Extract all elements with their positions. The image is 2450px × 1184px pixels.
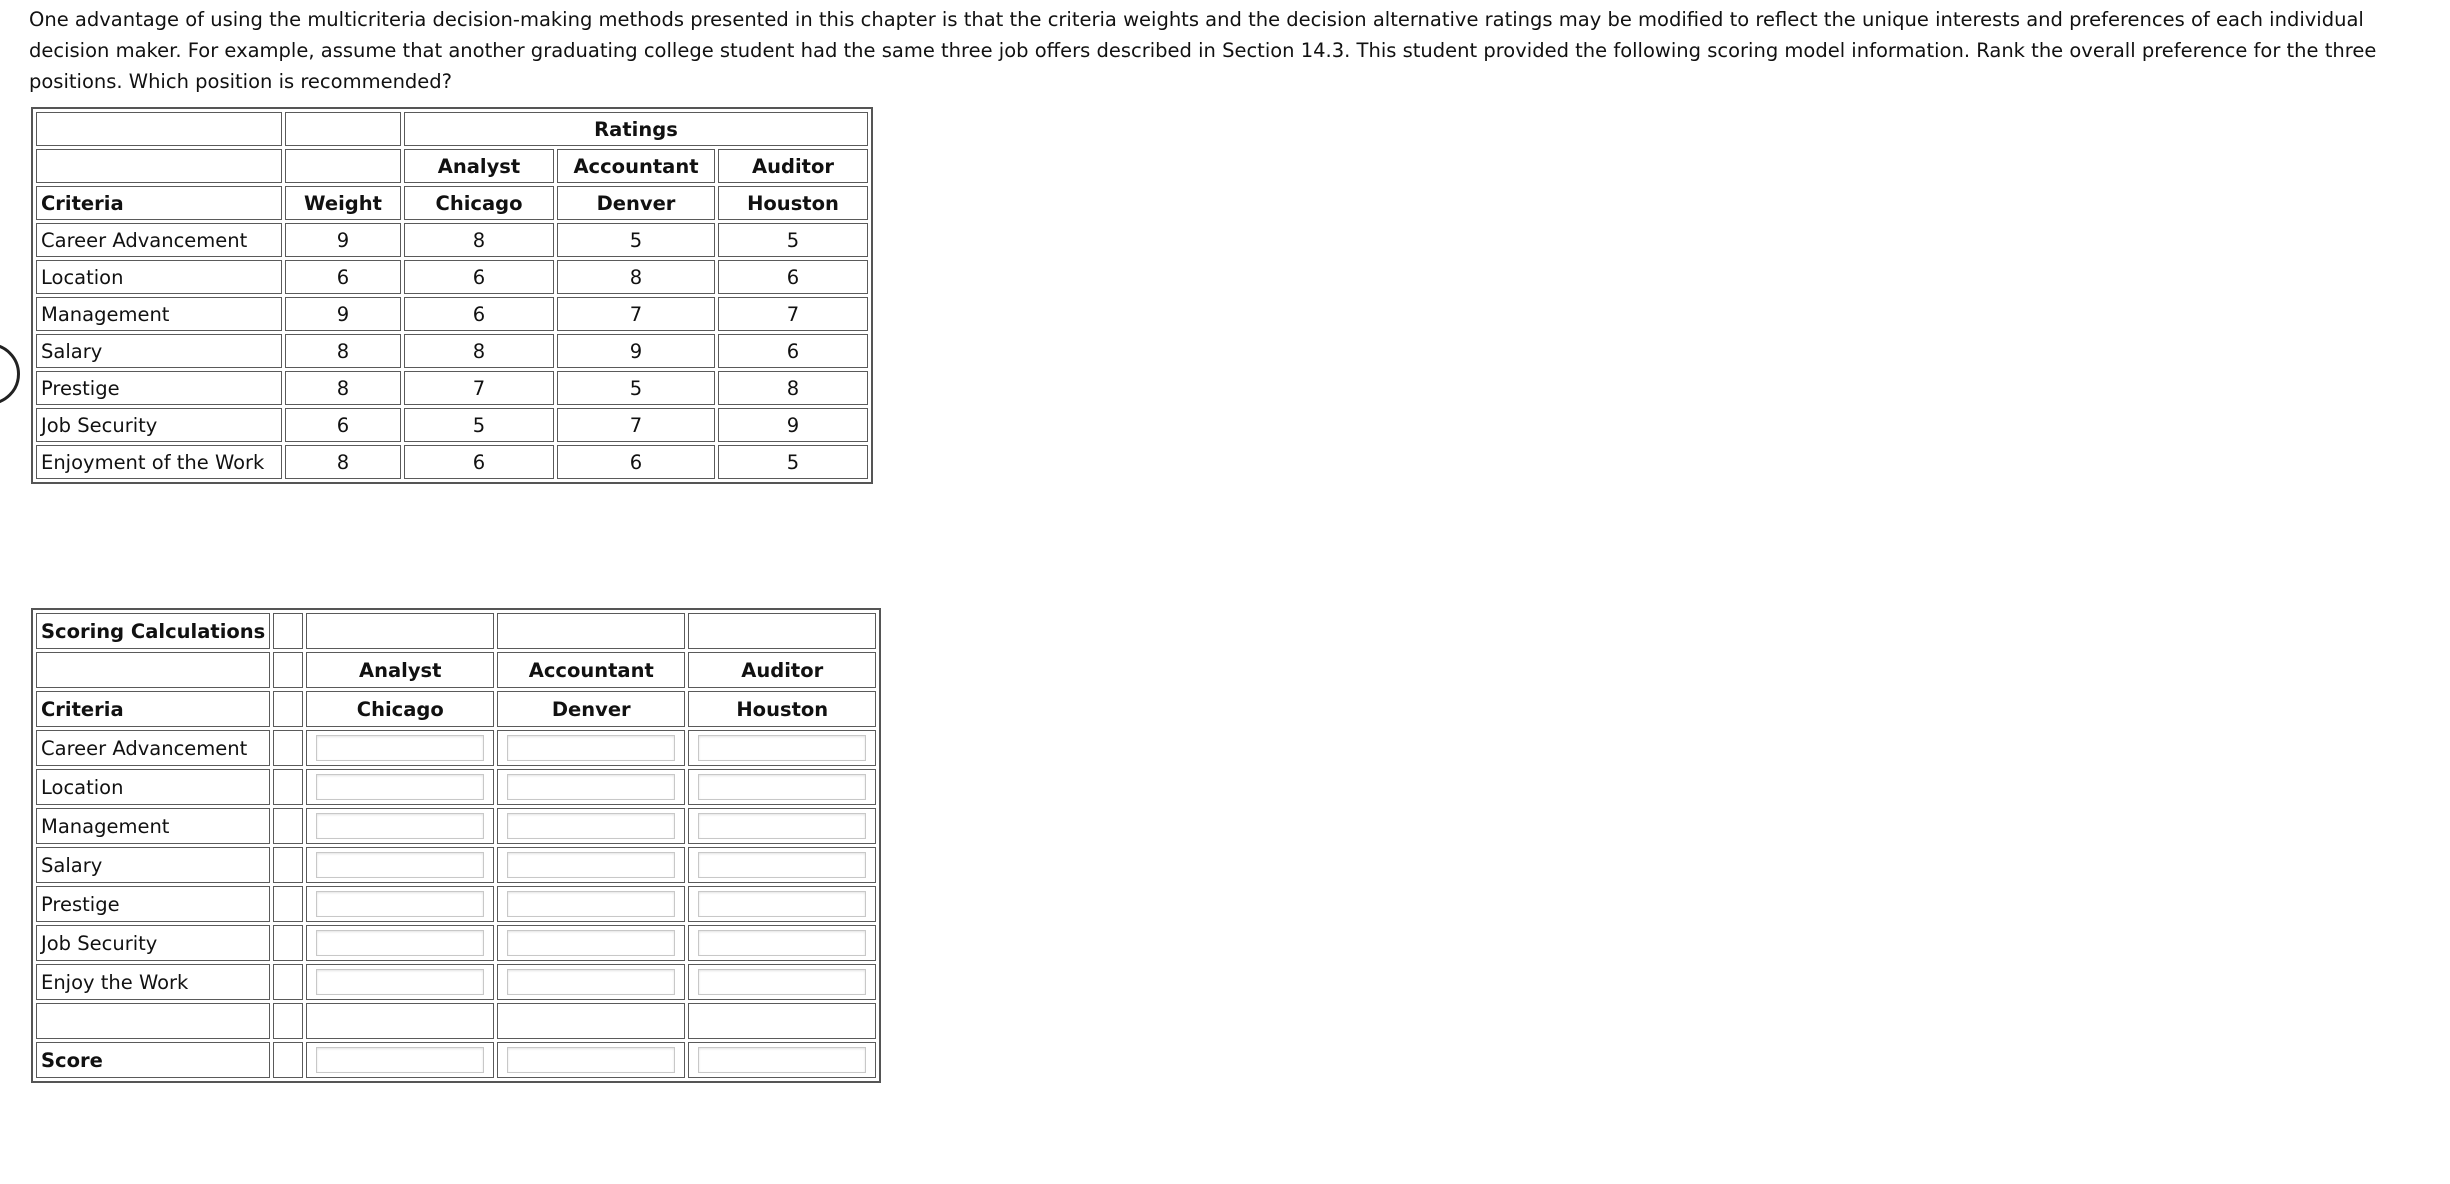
position-header-auditor: Auditor [718, 149, 868, 183]
answer-cell [497, 925, 685, 961]
empty-cell [497, 613, 685, 649]
weight-value: 9 [285, 297, 401, 331]
empty-cell [497, 1003, 685, 1039]
rating-value: 7 [557, 297, 715, 331]
empty-cell [273, 886, 303, 922]
weight-value: 6 [285, 408, 401, 442]
criterion-label: Salary [36, 334, 282, 368]
scoring-calculations-table [31, 608, 881, 1083]
empty-cell [273, 964, 303, 1000]
empty-cell [306, 1003, 494, 1039]
spacer-row [36, 1003, 876, 1039]
criterion-label: Enjoy the Work [36, 964, 270, 1000]
ratings-table [31, 107, 873, 484]
scoring-location-header-row [36, 691, 876, 727]
empty-cell [36, 149, 282, 183]
accountant-score-input[interactable] [507, 852, 675, 878]
answer-cell [306, 964, 494, 1000]
criterion-label: Location [36, 769, 270, 805]
empty-cell [285, 112, 401, 146]
score-row [36, 1042, 876, 1078]
rating-value: 7 [557, 408, 715, 442]
accountant-total-score-input[interactable] [507, 1047, 675, 1073]
criterion-label: Enjoyment of the Work [36, 445, 282, 479]
empty-cell [273, 769, 303, 805]
empty-cell [273, 847, 303, 883]
question-text: One advantage of using the multicriteria decision-making methods presented in this chapter is that the criteria weights and the decision alternative ratings may be modified to reflect the unique interests and preferences of each individual decision maker. For example, assume that another graduating college student had the same three job offers described in Section 14.3. This student provided the following scoring model information. Rank the overall preference for the three positions. Which position is recommended? [29, 8, 2377, 93]
empty-cell [273, 730, 303, 766]
rating-value: 8 [404, 223, 554, 257]
position-header-accountant: Accountant [557, 149, 715, 183]
empty-cell [36, 112, 282, 146]
auditor-score-input[interactable] [698, 813, 866, 839]
answer-cell [688, 847, 876, 883]
location-header-chicago: Chicago [306, 691, 494, 727]
scoring-position-header-row [36, 652, 876, 688]
answer-cell [497, 730, 685, 766]
auditor-total-score-input[interactable] [698, 1047, 866, 1073]
accountant-score-input[interactable] [507, 813, 675, 839]
ratings-location-header-row [36, 186, 868, 220]
criterion-label: Job Security [36, 925, 270, 961]
auditor-score-input[interactable] [698, 735, 866, 761]
rating-value: 5 [404, 408, 554, 442]
analyst-score-input[interactable] [316, 891, 484, 917]
weight-header: Weight [285, 186, 401, 220]
answer-cell [306, 847, 494, 883]
answer-cell [306, 769, 494, 805]
weight-value: 9 [285, 223, 401, 257]
ratings-position-header-row [36, 149, 868, 183]
answer-cell [306, 1042, 494, 1078]
empty-cell [273, 613, 303, 649]
rating-value: 9 [557, 334, 715, 368]
rating-value: 5 [718, 223, 868, 257]
empty-cell [273, 1003, 303, 1039]
empty-cell [273, 691, 303, 727]
scoring-title-row [36, 613, 876, 649]
ratings-group-header-row [36, 112, 868, 146]
rating-value: 7 [404, 371, 554, 405]
rating-value: 6 [404, 297, 554, 331]
table-row [36, 408, 868, 442]
empty-cell [688, 1003, 876, 1039]
answer-cell [688, 730, 876, 766]
score-label: Score [36, 1042, 270, 1078]
rating-value: 5 [557, 371, 715, 405]
answer-cell [497, 769, 685, 805]
empty-cell [273, 652, 303, 688]
table-row [36, 334, 868, 368]
position-header-analyst: Analyst [404, 149, 554, 183]
auditor-score-input[interactable] [698, 852, 866, 878]
scoring-title: Scoring Calculations [36, 613, 270, 649]
table-row [36, 886, 876, 922]
table-row [36, 371, 868, 405]
position-header-accountant: Accountant [497, 652, 685, 688]
accountant-score-input[interactable] [507, 891, 675, 917]
analyst-score-input[interactable] [316, 774, 484, 800]
rating-value: 8 [718, 371, 868, 405]
rating-value: 5 [557, 223, 715, 257]
answer-cell [688, 1042, 876, 1078]
weight-value: 6 [285, 260, 401, 294]
empty-cell [273, 1042, 303, 1078]
table-row [36, 925, 876, 961]
rating-value: 9 [718, 408, 868, 442]
location-header-denver: Denver [557, 186, 715, 220]
analyst-score-input[interactable] [316, 852, 484, 878]
criteria-header: Criteria [36, 691, 270, 727]
accountant-score-input[interactable] [507, 735, 675, 761]
criterion-label: Prestige [36, 371, 282, 405]
empty-cell [306, 613, 494, 649]
answer-cell [497, 847, 685, 883]
rating-value: 8 [557, 260, 715, 294]
table-row [36, 445, 868, 479]
circle-marker-icon [0, 343, 20, 405]
rating-value: 8 [404, 334, 554, 368]
criteria-header: Criteria [36, 186, 282, 220]
answer-cell [497, 886, 685, 922]
position-header-analyst: Analyst [306, 652, 494, 688]
table-row [36, 964, 876, 1000]
location-header-denver: Denver [497, 691, 685, 727]
weight-value: 8 [285, 445, 401, 479]
table-row [36, 808, 876, 844]
auditor-score-input[interactable] [698, 774, 866, 800]
answer-cell [306, 730, 494, 766]
empty-cell [273, 808, 303, 844]
auditor-score-input[interactable] [698, 930, 866, 956]
analyst-score-input[interactable] [316, 930, 484, 956]
location-header-houston: Houston [718, 186, 868, 220]
empty-cell [273, 925, 303, 961]
answer-cell [306, 886, 494, 922]
location-header-chicago: Chicago [404, 186, 554, 220]
criterion-label: Prestige [36, 886, 270, 922]
empty-cell [36, 1003, 270, 1039]
answer-cell [688, 769, 876, 805]
location-header-houston: Houston [688, 691, 876, 727]
accountant-score-input[interactable] [507, 969, 675, 995]
answer-cell [688, 925, 876, 961]
criterion-label: Location [36, 260, 282, 294]
answer-cell [688, 964, 876, 1000]
analyst-score-input[interactable] [316, 813, 484, 839]
criterion-label: Salary [36, 847, 270, 883]
rating-value: 6 [718, 334, 868, 368]
accountant-score-input[interactable] [507, 774, 675, 800]
empty-cell [285, 149, 401, 183]
table-row [36, 769, 876, 805]
criterion-label: Management [36, 808, 270, 844]
weight-value: 8 [285, 334, 401, 368]
analyst-score-input[interactable] [316, 969, 484, 995]
rating-value: 6 [557, 445, 715, 479]
rating-value: 6 [404, 260, 554, 294]
answer-cell [688, 808, 876, 844]
criterion-label: Career Advancement [36, 730, 270, 766]
table-row [36, 223, 868, 257]
position-header-auditor: Auditor [688, 652, 876, 688]
table-row [36, 297, 868, 331]
auditor-score-input[interactable] [698, 969, 866, 995]
weight-value: 8 [285, 371, 401, 405]
rating-value: 5 [718, 445, 868, 479]
criterion-label: Job Security [36, 408, 282, 442]
accountant-score-input[interactable] [507, 930, 675, 956]
table-row [36, 260, 868, 294]
answer-cell [497, 808, 685, 844]
analyst-score-input[interactable] [316, 735, 484, 761]
answer-cell [306, 808, 494, 844]
ratings-group-header: Ratings [404, 112, 868, 146]
answer-cell [306, 925, 494, 961]
table-row [36, 847, 876, 883]
empty-cell [688, 613, 876, 649]
empty-cell [36, 652, 270, 688]
rating-value: 6 [404, 445, 554, 479]
criterion-label: Career Advancement [36, 223, 282, 257]
table-row [36, 730, 876, 766]
criterion-label: Management [36, 297, 282, 331]
rating-value: 7 [718, 297, 868, 331]
rating-value: 6 [718, 260, 868, 294]
answer-cell [688, 886, 876, 922]
analyst-total-score-input[interactable] [316, 1047, 484, 1073]
auditor-score-input[interactable] [698, 891, 866, 917]
answer-cell [497, 1042, 685, 1078]
answer-cell [497, 964, 685, 1000]
